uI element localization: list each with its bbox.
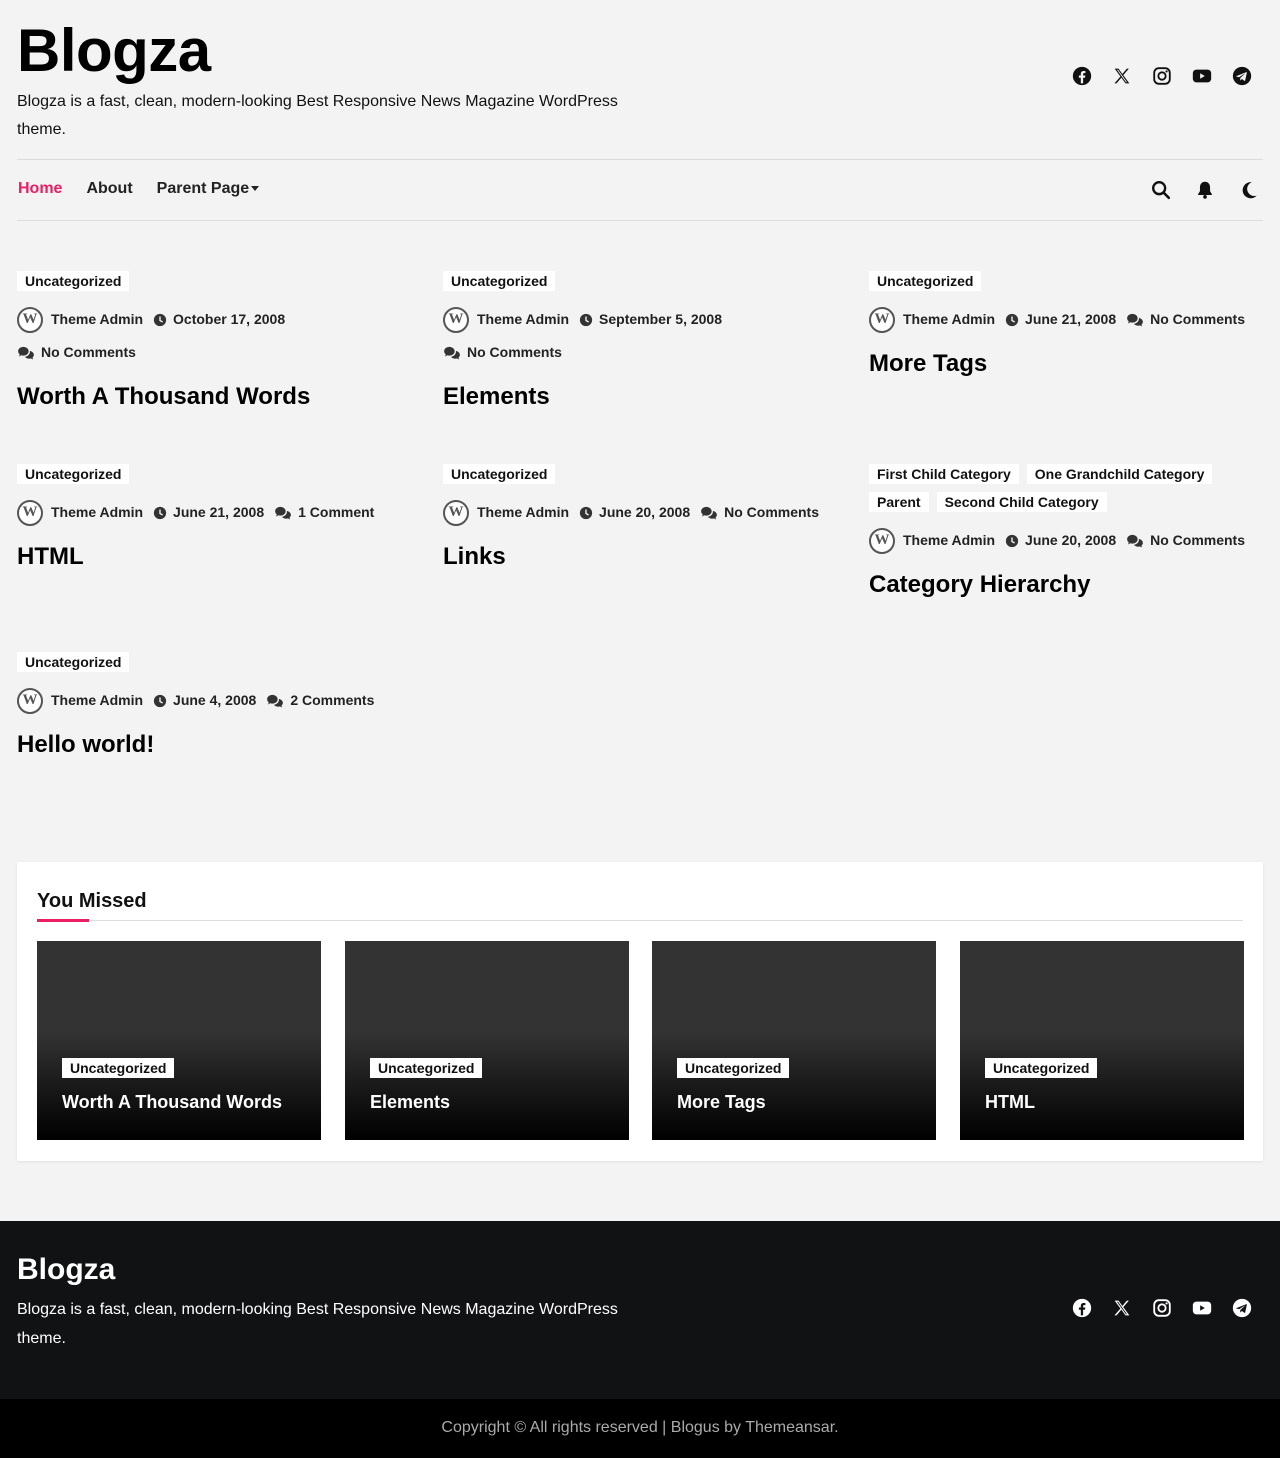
main-navbar (17, 159, 1263, 221)
missed-card[interactable] (345, 941, 629, 1140)
telegram-icon[interactable] (1231, 1297, 1253, 1319)
post-date[interactable]: September 5, 2008 (599, 311, 723, 327)
post-card (17, 464, 417, 573)
nav-item-about[interactable]: About (86, 180, 133, 197)
post-comments[interactable]: 1 Comment (298, 504, 375, 520)
bell-icon[interactable] (1194, 179, 1216, 201)
post-categories (17, 464, 417, 484)
nav-item-home[interactable]: Home (18, 180, 63, 197)
card-title[interactable]: HTML (985, 1092, 1035, 1112)
post-comments[interactable]: No Comments (41, 344, 136, 360)
author-avatar: W (17, 307, 43, 333)
clock-icon (579, 313, 593, 327)
x-icon[interactable] (1111, 1297, 1133, 1319)
clock-icon (153, 313, 167, 327)
post-title[interactable]: More Tags (869, 350, 988, 377)
post-date[interactable]: June 20, 2008 (1025, 532, 1117, 548)
section-title: You Missed (37, 890, 147, 912)
post-title[interactable]: HTML (17, 543, 84, 570)
category-badge[interactable]: Uncategorized (370, 1058, 482, 1078)
caret-down-icon (251, 186, 259, 191)
clock-icon (153, 506, 167, 520)
comments-icon (700, 506, 718, 520)
category-badge[interactable]: Uncategorized (869, 271, 981, 291)
author-avatar: W (17, 500, 43, 526)
category-badge[interactable]: Uncategorized (17, 652, 129, 672)
category-badge[interactable]: First Child Category (869, 464, 1019, 484)
comments-icon (274, 506, 292, 520)
post-date[interactable]: October 17, 2008 (173, 311, 286, 327)
comments-icon (443, 346, 461, 360)
category-badge[interactable]: Uncategorized (17, 271, 129, 291)
category-badge[interactable]: Uncategorized (443, 464, 555, 484)
comments-icon (1126, 534, 1144, 548)
comments-icon (266, 694, 284, 708)
author-link[interactable]: Theme Admin (51, 311, 144, 327)
post-title[interactable]: Hello world! (17, 731, 155, 758)
author-link[interactable]: Theme Admin (51, 504, 144, 520)
clock-icon (153, 694, 167, 708)
card-title[interactable]: Elements (370, 1092, 451, 1112)
youtube-icon[interactable] (1191, 65, 1213, 87)
author-avatar: W (443, 500, 469, 526)
search-icon[interactable] (1150, 179, 1172, 201)
missed-card[interactable] (960, 941, 1244, 1140)
divider (37, 920, 1243, 921)
missed-card[interactable] (37, 941, 321, 1140)
post-comments[interactable]: 2 Comments (290, 692, 375, 708)
post-meta (17, 496, 417, 529)
post-comments[interactable]: No Comments (467, 344, 562, 360)
telegram-icon[interactable] (1231, 65, 1253, 87)
author-link[interactable]: Theme Admin (903, 311, 996, 327)
post-card (17, 652, 417, 761)
clock-icon (579, 506, 593, 520)
author-link[interactable]: Theme Admin (903, 532, 996, 548)
you-missed-section (17, 862, 1263, 1161)
post-categories (869, 271, 1269, 291)
post-card (869, 464, 1269, 601)
post-title[interactable]: Worth A Thousand Words (17, 383, 311, 410)
site-tagline: Blogza is a fast, clean, modern-looking Best Responsive News Magazine WordPress theme. (17, 93, 618, 138)
category-badge[interactable]: Uncategorized (443, 271, 555, 291)
post-meta (17, 684, 417, 717)
post-categories (443, 271, 843, 291)
comments-icon (17, 346, 35, 360)
clock-icon (1005, 313, 1019, 327)
post-comments[interactable]: No Comments (1150, 311, 1246, 327)
nav-item-parent-page[interactable] (157, 180, 259, 198)
youtube-icon[interactable] (1191, 1297, 1213, 1319)
post-date[interactable]: June 20, 2008 (599, 504, 691, 520)
post-card (443, 464, 843, 573)
post-meta (17, 303, 417, 369)
footer-site-title[interactable]: Blogza (17, 1253, 116, 1286)
post-categories (17, 652, 417, 672)
post-card (443, 271, 843, 413)
post-meta (869, 524, 1269, 557)
category-badge[interactable]: Uncategorized (17, 464, 129, 484)
post-categories (869, 464, 1269, 512)
facebook-icon[interactable] (1071, 65, 1093, 87)
post-card (17, 271, 417, 413)
comments-icon (1126, 313, 1144, 327)
author-avatar: W (869, 307, 895, 333)
author-avatar: W (869, 528, 895, 554)
post-comments[interactable]: No Comments (1150, 532, 1246, 548)
post-title[interactable]: Elements (443, 383, 550, 410)
site-footer (0, 1221, 1280, 1399)
moon-icon[interactable] (1238, 179, 1260, 201)
title-underline (37, 919, 89, 922)
category-badge[interactable]: One Grandchild Category (1027, 464, 1213, 484)
category-badge[interactable]: Uncategorized (677, 1058, 789, 1078)
primary-menu (18, 180, 259, 198)
post-title[interactable]: Category Hierarchy (869, 571, 1091, 598)
post-categories (443, 464, 843, 484)
author-link[interactable]: Theme Admin (51, 692, 144, 708)
instagram-icon[interactable] (1151, 1297, 1173, 1319)
post-date[interactable]: June 21, 2008 (173, 504, 265, 520)
facebook-icon[interactable] (1071, 1297, 1093, 1319)
post-date[interactable]: June 4, 2008 (173, 692, 257, 708)
category-badge[interactable]: Uncategorized (985, 1058, 1097, 1078)
nav-actions (1150, 179, 1260, 201)
missed-card[interactable] (652, 941, 936, 1140)
nav-item-label: Parent Page (156, 180, 250, 197)
footer-tagline: Blogza is a fast, clean, modern-looking Best Responsive News Magazine WordPress theme. (17, 1301, 618, 1347)
post-comments[interactable]: No Comments (724, 504, 820, 520)
post-card (869, 271, 1269, 380)
x-icon[interactable] (1111, 65, 1133, 87)
card-title[interactable]: More Tags (677, 1092, 766, 1112)
author-link[interactable]: Theme Admin (477, 504, 570, 520)
category-badge[interactable]: Second Child Category (937, 492, 1107, 512)
card-title[interactable]: Worth A Thousand Words (62, 1092, 282, 1112)
post-meta (869, 303, 1269, 336)
post-categories (17, 271, 417, 291)
post-date[interactable]: June 21, 2008 (1025, 311, 1117, 327)
author-avatar: W (443, 307, 469, 333)
copyright-bar: Copyright © All rights reserved | Blogus by Themeansar. (0, 1399, 1280, 1458)
post-title[interactable]: Links (443, 543, 506, 570)
header-social-links (1071, 65, 1253, 87)
post-meta (443, 496, 843, 529)
site-title[interactable]: Blogza (17, 17, 211, 84)
category-badge[interactable]: Uncategorized (62, 1058, 174, 1078)
clock-icon (1005, 534, 1019, 548)
instagram-icon[interactable] (1151, 65, 1173, 87)
site-header (0, 0, 1280, 160)
footer-social-links (1071, 1297, 1253, 1319)
category-badge[interactable]: Parent (869, 492, 929, 512)
author-avatar: W (17, 688, 43, 714)
author-link[interactable]: Theme Admin (477, 311, 570, 327)
post-meta (443, 303, 843, 369)
